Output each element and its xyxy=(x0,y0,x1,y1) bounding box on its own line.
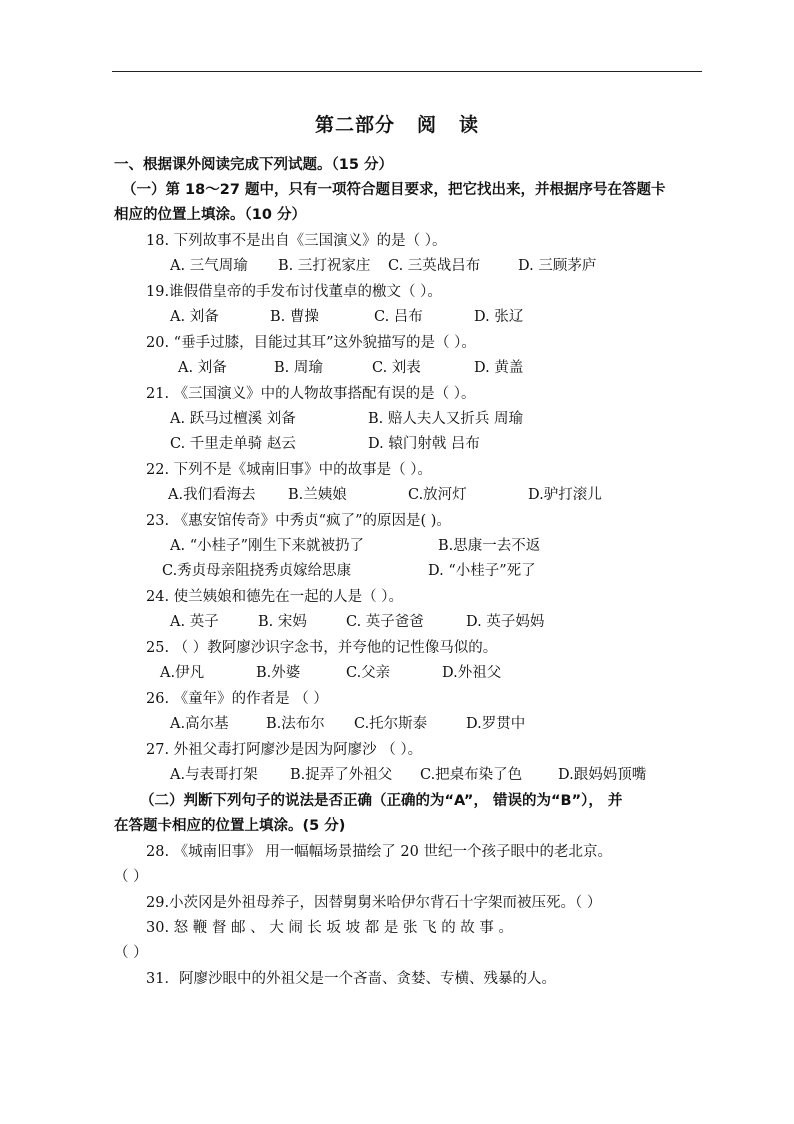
option-d: D. 辕门射戟 吕布 xyxy=(368,436,480,452)
option-d: D. 黄盖 xyxy=(474,360,524,376)
question-22-stem: 22. 下列不是《城南旧事》中的故事是（ ）。 xyxy=(146,462,433,478)
option-a: A. “小桂子”刚生下来就被扔了 xyxy=(170,538,365,554)
option-a: A.与表哥打架 xyxy=(170,767,258,783)
page-title xyxy=(0,110,794,137)
option-c: C.托尔斯泰 xyxy=(354,716,428,732)
option-b: B. 宋妈 xyxy=(258,614,307,630)
option-c: C.放河灯 xyxy=(408,487,467,503)
question-18-stem: 18. 下列故事不是出自《三国演义》的是（ ）。 xyxy=(146,233,447,249)
option-b: B.思康一去不返 xyxy=(438,538,541,554)
question-20-options xyxy=(178,358,523,378)
judgment-28-text: 28. 《城南旧事》 用一幅幅场景描绘了 20 世纪一个孩子眼中的老北京。 xyxy=(146,844,612,860)
option-d: D.罗贯中 xyxy=(466,716,526,732)
option-a: A.高尔基 xyxy=(170,716,229,732)
option-a: A. 三气周瑜 xyxy=(170,258,248,274)
question-23-options-row1 xyxy=(170,536,540,556)
question-19-options xyxy=(170,307,523,327)
option-d: D.外祖父 xyxy=(442,665,502,681)
question-21-options-row2 xyxy=(170,434,480,454)
option-b: B.兰姨娘 xyxy=(288,487,347,503)
option-b: B. 曹操 xyxy=(270,309,319,325)
question-27-stem: 27. 外祖父毒打阿廖沙是因为阿廖沙 （ ）。 xyxy=(146,742,423,758)
section2-heading-line2: 在答题卡相应的位置上填涂。(5 分) xyxy=(114,818,346,834)
option-c: C. 千里走单骑 赵云 xyxy=(170,436,296,452)
section2-heading-line1: （二）判断下列句子的说法是否正确（正确的为“A”， 错误的为“B”）， 并 xyxy=(140,793,623,809)
option-d: D. “小桂子”死了 xyxy=(428,563,536,579)
question-19-stem: 19.谁假借皇帝的手发布讨伐董卓的檄文（ ）。 xyxy=(146,284,442,300)
question-21-stem: 21. 《三国演义》中的人物故事搭配有误的是（ ）。 xyxy=(146,386,476,402)
option-c: C. 刘表 xyxy=(372,360,421,376)
question-21-options-row1 xyxy=(170,409,523,429)
option-c: C. 吕布 xyxy=(374,309,423,325)
judgment-30-paren: （ ） xyxy=(114,945,148,961)
question-26-stem: 26. 《童年》的作者是 （ ） xyxy=(146,691,328,707)
question-22-options xyxy=(168,485,602,505)
judgment-28-paren: （ ） xyxy=(114,869,148,885)
option-b: B. 三打祝家庄 xyxy=(278,258,371,274)
option-c: C.把桌布染了色 xyxy=(420,767,523,783)
question-23-options-row2 xyxy=(162,561,536,581)
option-c: C.父亲 xyxy=(346,665,391,681)
option-d: D.驴打滚儿 xyxy=(528,487,602,503)
judgment-30-text: 30. 怒 鞭 督 邮 、 大 闹 长 坂 坡 都 是 张 飞 的 故 事 。 xyxy=(146,920,514,936)
option-c: C. 英子爸爸 xyxy=(346,614,424,630)
question-18-options xyxy=(170,256,596,276)
judgment-31-text: 31．阿廖沙眼中的外祖父是一个吝啬、贪婪、专横、残暴的人。 xyxy=(146,971,556,987)
question-20-stem: 20. “垂手过膝，目能过其耳”这外貌描写的是（ ）。 xyxy=(146,335,476,351)
option-c: C. 三英战吕布 xyxy=(388,258,481,274)
question-25-options xyxy=(160,663,501,683)
question-24-options xyxy=(170,612,544,632)
section1-instruction-line1: （一）第 18～27 题中，只有一项符合题目要求，把它找出来，并根据序号在答题卡 xyxy=(122,182,666,198)
question-23-stem: 23. 《惠安馆传奇》中秀贞“疯了”的原因是( )。 xyxy=(146,513,451,529)
option-a: A. 刘备 xyxy=(178,360,227,376)
option-a: A. 跃马过檀溪 刘备 xyxy=(170,411,296,427)
option-d: D.跟妈妈顶嘴 xyxy=(558,767,647,783)
header-rule xyxy=(112,71,702,72)
option-d: D. 三顾茅庐 xyxy=(518,258,597,274)
option-b: B.法布尔 xyxy=(266,716,325,732)
option-b: B.外婆 xyxy=(256,665,301,681)
option-b: B.捉弄了外祖父 xyxy=(290,767,393,783)
section1-heading: 一、根据课外阅读完成下列试题。（15 分） xyxy=(114,157,393,173)
section1-instruction-line2: 相应的位置上填涂。（10 分） xyxy=(114,207,306,223)
question-26-options xyxy=(170,714,525,734)
option-b: B. 周瑜 xyxy=(274,360,323,376)
question-24-stem: 24. 使兰姨娘和德先在一起的人是（ ）。 xyxy=(146,589,404,605)
option-c: C.秀贞母亲阻挠秀贞嫁给思康 xyxy=(162,563,352,579)
option-a: A.我们看海去 xyxy=(168,487,256,503)
question-25-stem: 25. （ ）教阿廖沙识字念书，并夸他的记性像马似的。 xyxy=(146,640,498,656)
option-a: A. 刘备 xyxy=(170,309,219,325)
option-d: D. 英子妈妈 xyxy=(466,614,545,630)
option-a: A.伊凡 xyxy=(160,665,205,681)
title-part: 第二部分 xyxy=(314,114,395,136)
title-word-1: 阅 xyxy=(416,114,437,136)
option-b: B. 赔人夫人又折兵 周瑜 xyxy=(368,411,523,427)
title-word-2: 读 xyxy=(459,114,480,136)
judgment-29-text: 29.小茨冈是外祖母养子，因替舅舅米哈伊尔背石十字架而被压死。（ ） xyxy=(146,895,602,911)
option-d: D. 张辽 xyxy=(474,309,524,325)
option-a: A. 英子 xyxy=(170,614,219,630)
question-27-options xyxy=(170,765,646,785)
